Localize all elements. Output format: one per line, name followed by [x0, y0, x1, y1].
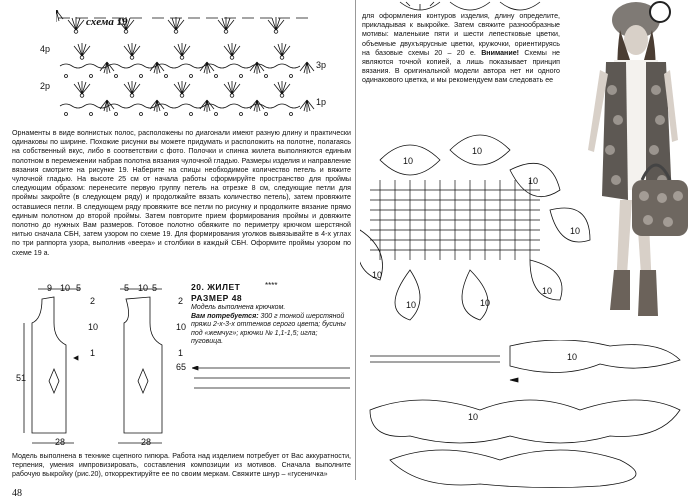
motif-label-6: 10 [480, 298, 491, 308]
dim-back-3: 5 [152, 283, 158, 293]
materials-text: 300 г тонкой шерстяной пряжи 2-х-3-х оттенков серого цвета; бусины под «жемчуг»; крючки № 1,1-1,5; игла; пуговица. [191, 313, 346, 346]
row-label-4: 4р [40, 44, 51, 54]
pattern-title [191, 282, 240, 292]
motif-label-8: 10 [372, 270, 383, 280]
materials-label: Вам потребуется: [191, 313, 259, 320]
chart-19-title: схема 19 [86, 16, 128, 28]
difficulty-stars: **** [265, 281, 278, 290]
motif-label-9: 10 [567, 352, 578, 362]
motif-label-2: 10 [472, 146, 483, 156]
dim-side-6: 1 [178, 348, 184, 358]
right-column-text [362, 12, 560, 120]
motif-label-5: 10 [542, 286, 553, 296]
right-text-1: для оформления контуров изделия, длину определите, прикладывая к выкройке. Затем свяжите разнообразные мотивы: маленькие пяти и шести лепестковые цветки, объемные двухъярусные цветки, кружочки, ориентируясь на базовые схемы 20 – 20 е. [362, 12, 560, 57]
motif-label-4: 10 [570, 226, 581, 236]
dim-bottom-back: 28 [141, 437, 152, 447]
motif-label-1: 10 [403, 156, 414, 166]
pattern-number: 20. [191, 282, 205, 292]
pattern-size-value: 48 [231, 293, 243, 303]
cord-arrow [192, 366, 352, 396]
instructions-text: Орнаменты в виде волнистых полос, расположены по диагонали имеют разную длину и практически одинаковы по ширине. Похожие рисунки вы можете придумать и расположить на полотне, полагаясь на собственный вкус, либо в соответствии с фото. Полочки и спинка жилета выполняются единым полотном в перемежении набрав полотна вязания чулочной гладью. Размеры изделия и направление вязания смотрите на рисунке 19. Наберите на спицы необходимое количество петель и вяжите чулочной гладью. На высоте 25 см от начала работы сформируйте пространство для проймы следующим образом: перенесите первую группу петель на отрезке 8 см, следующие петли для проймы закройте (в следующем ряду) и продолжайте вязать количество петель), затем провяжите оставшиеся петли. В следующем ряду провяжите все петли по рисунку и продолжите вязание прямо единым полотном до второй проймы. Затем повторите прием формирования проймы и довяжите полотно до нужных Вам размеров. Готовое полотно обвяжите по периметру крючком шерстяной нитью сначала СБН, затем узором по схеме 19. Для формирования уголков вывязывайте в 4-х углах по три раппорта узора, выполнив «веера» и столбики в каждый СБН. Оформите проймы узором по схеме 19 а. [12, 129, 351, 257]
motif-label-10: 10 [468, 412, 479, 422]
pattern-size-label: РАЗМЕР [191, 293, 229, 303]
dim-side-5: 1 [90, 348, 96, 358]
dim-top-1: 9 [47, 283, 53, 293]
cord-strips [360, 340, 700, 490]
materials-block [191, 313, 351, 347]
vest-schematic [14, 283, 194, 453]
motif-label-7: 10 [406, 300, 417, 310]
row-label-3: 3р [316, 60, 327, 70]
dim-side-4: 10 [176, 322, 187, 332]
row-label-1: 1р [316, 97, 327, 107]
dim-back-2: 10 [138, 283, 149, 293]
pattern-size [191, 293, 242, 303]
dim-side-1: 2 [90, 296, 96, 306]
attention-label: Внимание! [481, 48, 520, 57]
dim-motif-length: 65 [176, 362, 187, 372]
chart-19-diagram [56, 10, 318, 120]
technique-note: Модель выполнена крючком. [191, 304, 286, 311]
row-label-2: 2р [40, 81, 51, 91]
dim-length: 51 [16, 373, 27, 383]
dim-bottom-front: 28 [55, 437, 66, 447]
dim-side-2: 2 [178, 296, 184, 306]
right-text-2: Схемы не являются точной копией, а лишь показывает принцип вязания. В оригинальной модели автора нет ни одного одинакового цветка, и мы рекомендуем вам следовать ее [362, 48, 560, 85]
dim-back-1: 5 [124, 283, 130, 293]
dim-side-3: 10 [88, 322, 99, 332]
column-divider [355, 0, 356, 480]
dim-top-3: 5 [76, 283, 82, 293]
dim-top-2: 10 [60, 283, 71, 293]
bottom-instructions: Модель выполнена в технике сцепного гипюра. Работа над изделием потребует от Вас аккуратности, терпения, умения импровизировать, составления композиции из мотивов. Сначала выполните рабочую выкройку (рис.20), откорректируйте ее по своим меркам. Свяжите шнур – «гусеничка» [12, 452, 351, 479]
pattern-name: ЖИЛЕТ [207, 282, 241, 292]
motif-label-3: 10 [528, 176, 539, 186]
page-number: 48 [12, 488, 22, 499]
